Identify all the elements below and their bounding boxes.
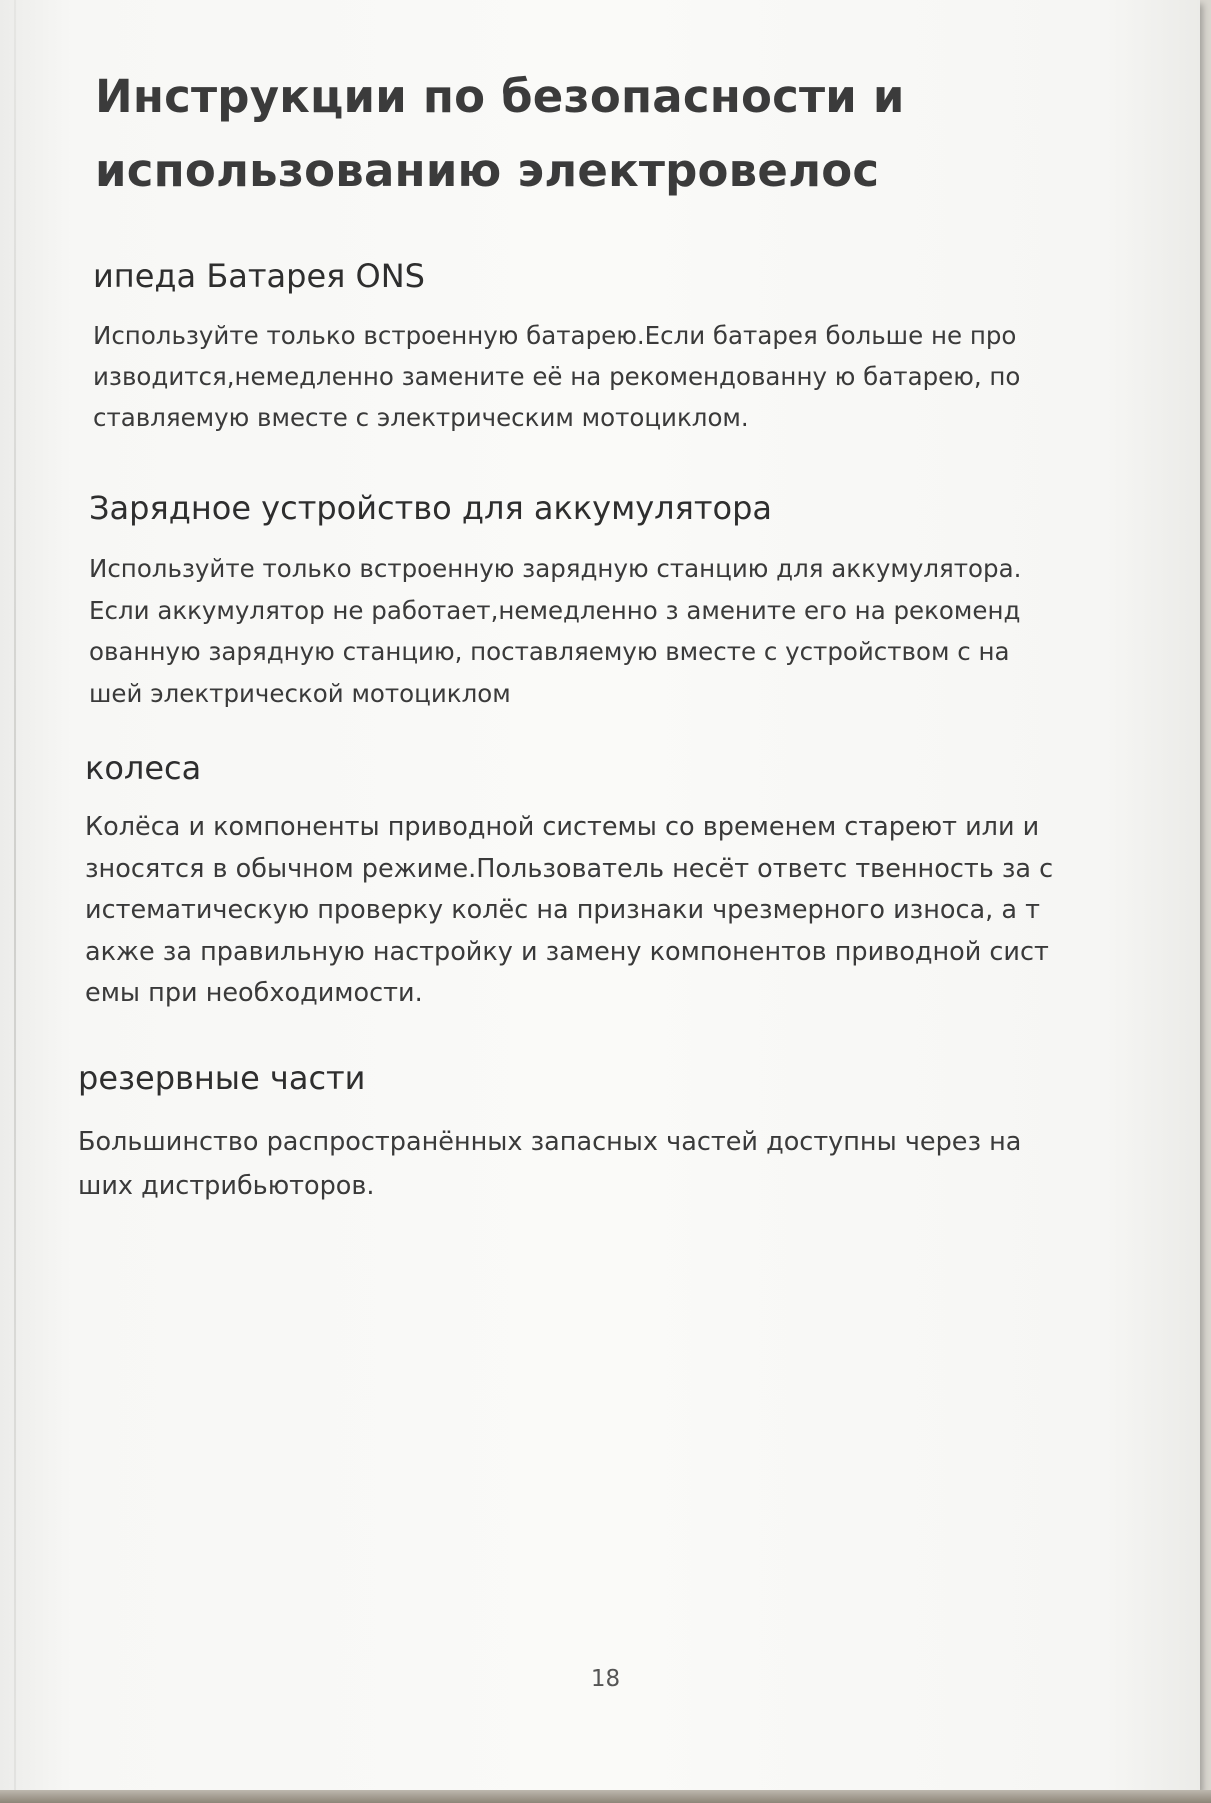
body-line: шей электрической мотоциклом — [89, 678, 511, 708]
body-line: емы при необходимости. — [85, 978, 423, 1008]
page-number: 18 — [590, 1666, 621, 1692]
body-line: ставляемую вместе с электрическим мотоциклом. — [93, 403, 749, 432]
page-crease — [14, 0, 16, 1790]
body-line: зносятся в обычном режиме.Пользователь несёт ответс твенность за с — [85, 853, 1054, 884]
page-title — [95, 60, 1095, 208]
section-heading-battery: ипеда Батарея ONS — [93, 257, 425, 295]
body-line: Большинство распространённых запасных частей доступны через на — [78, 1127, 1022, 1157]
title-line: Инструкции по безопасности и — [95, 70, 905, 123]
section-body-wheels — [85, 807, 1053, 1015]
body-line: акже за правильную настройку и замену компонентов приводной сист — [85, 936, 1049, 967]
body-line: Используйте только встроенную зарядную станцию для аккумулятора. — [89, 554, 1022, 583]
body-line: Используйте только встроенную батарею.Если батарея больше не про — [93, 321, 1017, 350]
body-line: Если аккумулятор не работает,немедленно з амените его на рекоменд — [89, 595, 1021, 625]
section-heading-spare-parts: резервные части — [78, 1059, 366, 1097]
section-body-spare-parts — [78, 1120, 1021, 1208]
section-heading-charger: Зарядное устройство для аккумулятора — [89, 489, 772, 527]
body-line: Колёса и компоненты приводной системы со временем стареют или и — [85, 812, 1040, 842]
section-body-battery — [93, 315, 1020, 438]
title-line: использованию электровелос — [95, 144, 880, 197]
section-body-charger — [89, 548, 1021, 714]
section-heading-wheels: колеса — [85, 749, 202, 787]
body-line: ованную зарядную станцию, поставляемую вместе с устройством с на — [89, 637, 1010, 666]
body-line: изводится,немедленно замените её на рекомендованну ю батарею, по — [93, 362, 1021, 391]
body-line: ших дистрибьюторов. — [78, 1171, 375, 1201]
page-bottom-edge — [0, 1790, 1211, 1803]
body-line: истематическую проверку колёс на признаки чрезмерного износа, а т — [85, 895, 1040, 925]
